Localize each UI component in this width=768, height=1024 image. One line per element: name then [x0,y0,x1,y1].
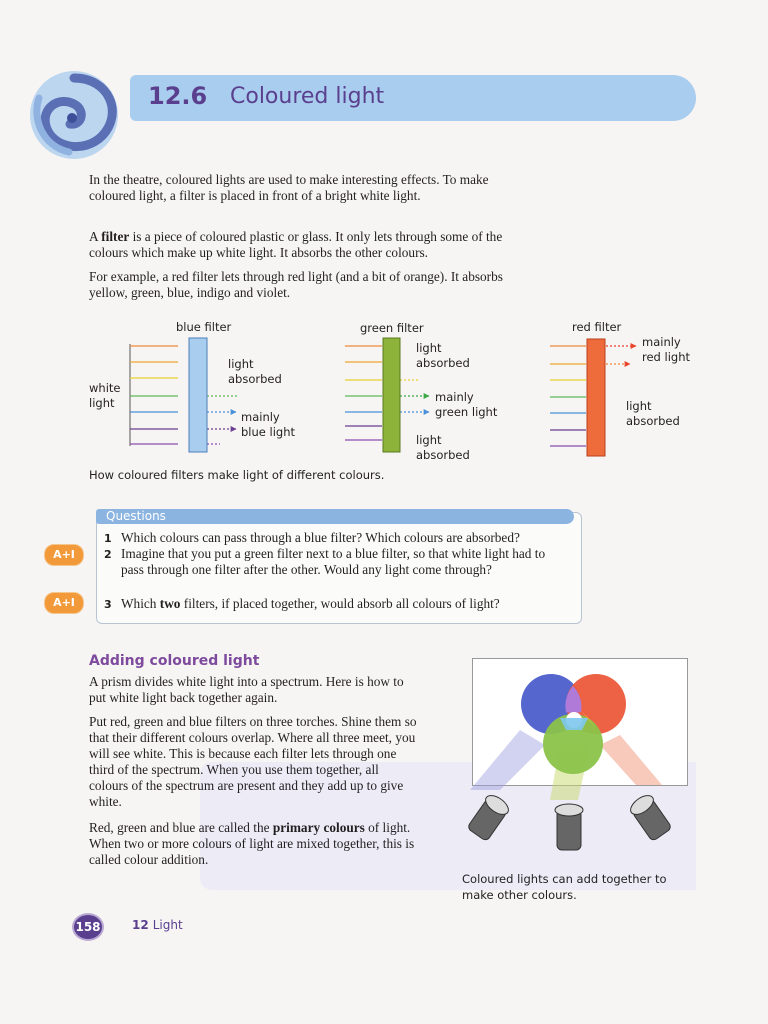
ai-badge: A+I [44,592,84,614]
question-number: 1 [104,532,112,545]
blue-filter [189,338,207,452]
label-green-passed: mainly green light [435,390,498,419]
red-torch-icon [627,792,672,842]
intro-paragraph-2: A filter is a piece of coloured plastic or glass. It only lets through some of the colours which make up white light. It absorbs the other colours. [89,229,503,260]
label-red-absorbed: light absorbed [626,399,680,428]
section-number: 12.6 [148,82,208,110]
blue-torch-icon [467,792,512,842]
diagram-caption: How coloured filters make light of different colours. [89,468,385,482]
adding-paragraph-1: A prism divides white light into a spectrum. Here is how to put white light back together again. [89,674,404,705]
question-2: Imagine that you put a green filter next to a blue filter, so that white light had to pass through one filter after the other. Would any light come through? [121,546,546,577]
colour-addition-diagram [467,674,672,850]
red-filter [587,339,605,456]
green-torch-icon [555,804,583,850]
adding-paragraph-3: Red, green and blue are called the primary colours of light. When two or more colours of light are mixed together, this is called colour addition. [89,820,415,867]
question-1: Which colours can pass through a blue filter? Which colours are absorbed? [121,530,520,545]
page-number: 158 [72,913,104,941]
label-white-light: white light [89,381,121,410]
questions-header [96,509,574,524]
label-green-filter: green filter [360,321,424,335]
light-diagram-caption: Coloured lights can add together to make other colours. [462,872,667,902]
section-heading: Adding coloured light [89,653,260,669]
questions-heading: Questions [106,509,166,523]
label-blue-filter: blue filter [176,320,232,334]
page-title: Coloured light [230,84,385,109]
blue-filter-rays [130,344,238,446]
label-red-passed: mainly red light [642,335,690,364]
label-green-absorbed-top: light absorbed [416,341,470,370]
question-number: 2 [104,548,112,561]
label-blue-absorbed: light absorbed [228,357,282,386]
label-red-filter: red filter [572,320,622,334]
adding-paragraph-2: Put red, green and blue filters on three torches. Shine them so that their different colours overlap. Where all three meet, you will see white. This is because each filter lets through one third of the spectrum. When you use them together, all colours of the spectrum are present and they add up to give white. [89,714,417,809]
intro-paragraph-1: In the theatre, coloured lights are used to make interesting effects. To make coloured light, a filter is placed in front of a bright white light. [89,172,489,203]
term-filter: filter [101,229,130,244]
question-number: 3 [104,598,112,611]
label-blue-passed: mainly blue light [241,410,296,439]
intro-paragraph-3: For example, a red filter lets through red light (and a bit of orange). It absorbs yellow, green, blue, indigo and violet. [89,269,503,300]
question-3: Which two filters, if placed together, would absorb all colours of light? [121,596,500,611]
chapter-label: 12 Light [132,918,183,932]
label-green-absorbed-bottom: light absorbed [416,433,470,462]
ai-badge: A+I [44,544,84,566]
green-filter [383,338,400,452]
